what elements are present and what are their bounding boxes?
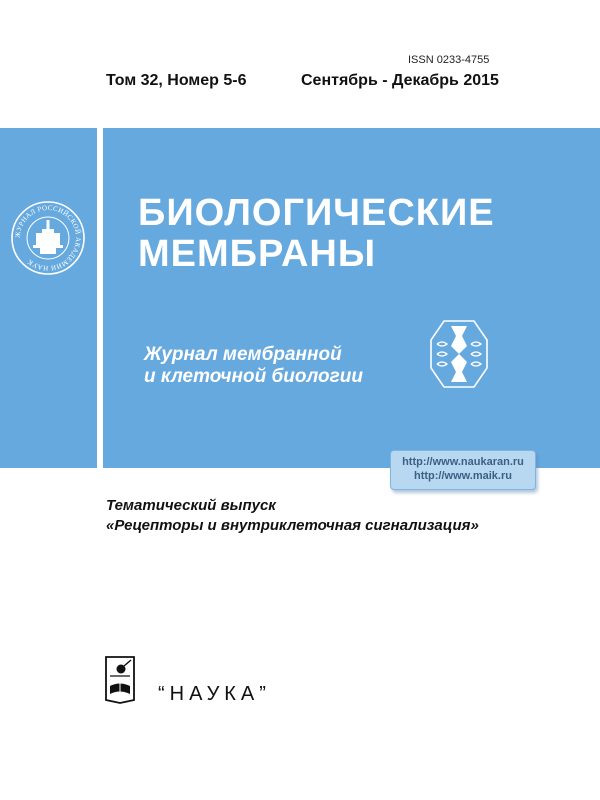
- title-line-1: БИОЛОГИЧЕСКИЕ: [138, 192, 495, 234]
- issue-dates: Сентябрь - Декабрь 2015: [301, 72, 499, 89]
- maik-link[interactable]: http://www.maik.ru: [414, 470, 512, 482]
- thematic-issue-label: Тематический выпуск: [106, 497, 276, 514]
- journal-title: [138, 193, 495, 275]
- nauka-logo-icon: [103, 656, 137, 704]
- publisher-name: “НАУКА”: [158, 683, 271, 705]
- academy-seal-icon: [10, 200, 86, 276]
- band-separator: [97, 128, 103, 468]
- naukaran-link[interactable]: http://www.naukaran.ru: [402, 456, 524, 468]
- cover-band: [0, 128, 600, 468]
- membrane-emblem-icon: [429, 318, 489, 390]
- thematic-issue: [106, 496, 479, 536]
- title-line-2: МЕМБРАНЫ: [138, 233, 377, 275]
- website-links: [390, 450, 536, 490]
- subtitle-line-1: Журнал мембранной: [144, 344, 342, 365]
- journal-subtitle: [144, 344, 363, 388]
- thematic-issue-topic: «Рецепторы и внутриклеточная сигнализация»: [106, 517, 479, 534]
- seal-text: ЖУРНАЛ РОССИЙСКОЙ АКАДЕМИИ НАУК: [13, 203, 83, 273]
- volume-number: Том 32, Номер 5-6: [106, 72, 247, 89]
- subtitle-line-2: и клеточной биологии: [144, 366, 363, 387]
- issn: ISSN 0233-4755: [408, 54, 490, 66]
